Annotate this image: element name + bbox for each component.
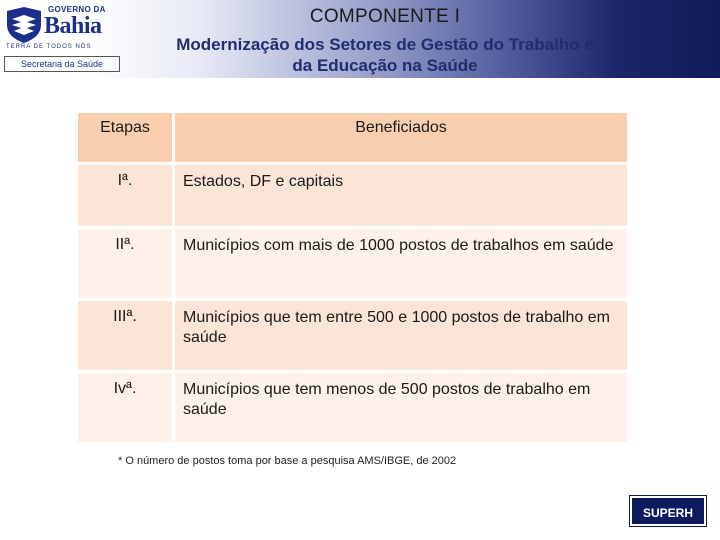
table-row	[77, 372, 629, 444]
subtitle-line-2: da Educação na Saúde	[292, 56, 478, 75]
superh-badge: SUPERH	[630, 496, 706, 526]
beneficiados-cell: Municípios que tem menos de 500 postos de trabalho em saúde	[174, 372, 629, 444]
header-beneficiados: Beneficiados	[174, 112, 629, 164]
beneficiados-cell: Estados, DF e capitais	[174, 164, 629, 228]
header-banner	[0, 0, 720, 78]
header-etapas: Etapas	[77, 112, 174, 164]
slide-title: COMPONENTE I	[309, 6, 461, 27]
table-row	[77, 228, 629, 300]
etapa-cell: IIIª.	[77, 300, 174, 372]
slide-subtitle	[140, 34, 630, 76]
etapas-table	[75, 110, 630, 445]
table-row	[77, 300, 629, 372]
table-row	[77, 164, 629, 228]
secretaria-label: Secretaria da Saúde	[4, 56, 120, 72]
etapa-cell: Ivª.	[77, 372, 174, 444]
footnote: * O número de postos toma por base a pesquisa AMS/IBGE, de 2002	[118, 455, 457, 467]
etapa-cell: IIª.	[77, 228, 174, 300]
bahia-emblem-icon	[4, 5, 44, 45]
beneficiados-cell: Municípios com mais de 1000 postos de trabalhos em saúde	[174, 228, 629, 300]
logo-bahia-text: Bahia	[44, 13, 102, 39]
logo-tagline: TERRA DE TODOS NÓS	[6, 44, 92, 50]
subtitle-line-1: Modernização dos Setores de Gestão do Trabalho e	[176, 35, 594, 54]
table-header-row	[77, 112, 629, 164]
etapa-cell: Iª.	[77, 164, 174, 228]
beneficiados-cell: Municípios que tem entre 500 e 1000 postos de trabalho em saúde	[174, 300, 629, 372]
logo-governo-text: GOVERNO DA	[48, 5, 106, 14]
governo-bahia-logo	[4, 3, 120, 57]
